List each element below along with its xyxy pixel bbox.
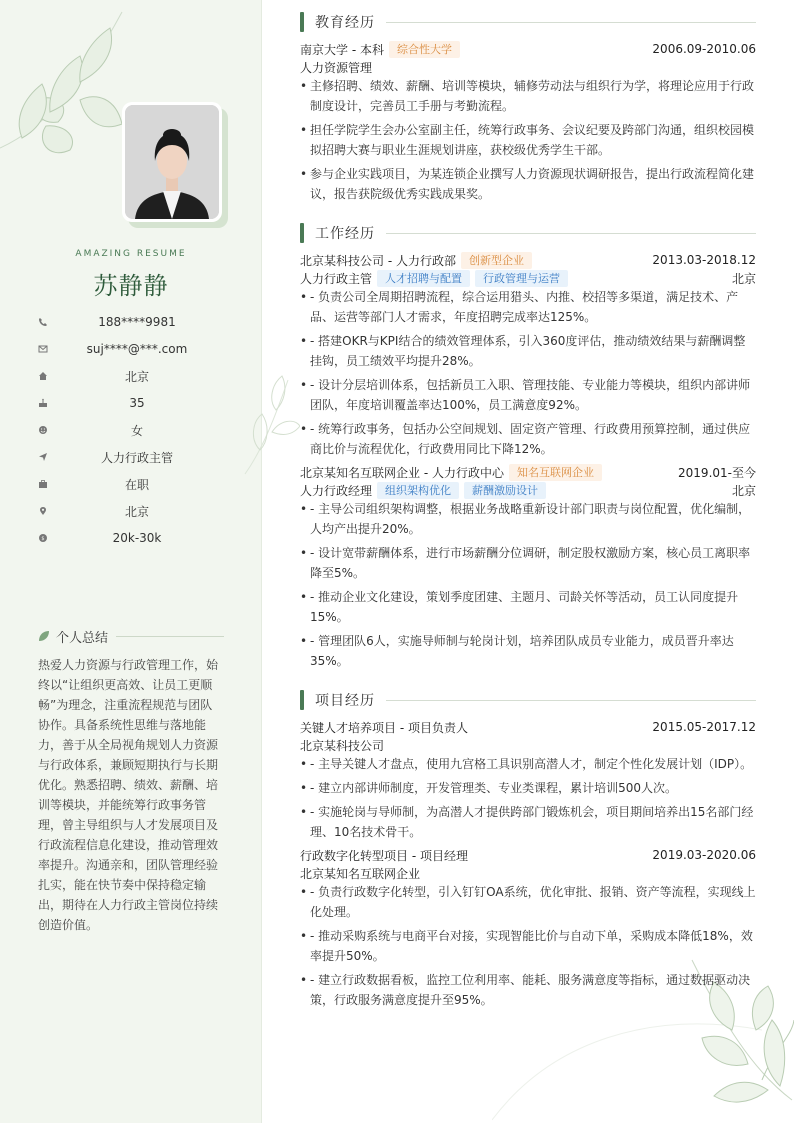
project-org: 北京某知名互联网企业 — [300, 866, 421, 881]
job-period: 2019.01-至今 — [678, 465, 756, 480]
education-header-row — [300, 40, 756, 58]
job-header-row — [300, 463, 756, 481]
mail-icon — [38, 344, 48, 354]
project-header-row — [300, 846, 756, 864]
job-city: 北京 — [731, 271, 756, 286]
job-company: 北京某科技公司 - 人力行政部 — [300, 253, 456, 268]
leaf-icon — [38, 630, 50, 642]
education-period: 2006.09-2010.06 — [652, 42, 756, 56]
job-role-row — [300, 269, 756, 287]
summary-title: 个人总结 — [56, 630, 109, 646]
project-org-row — [300, 736, 756, 754]
job-bullet: • - 负责公司全周期招聘流程，综合运用猎头、内推、校招等多渠道，满足技术、产品、运营等部门人才需求，年度招聘完成率达125%。 — [300, 287, 756, 327]
briefcase-icon — [38, 479, 48, 489]
summary-text: 热爱人力资源与行政管理工作，始终以“让组织更高效、让员工更顺畅”为理念，注重流程规范与团队协作。具备系统性思维与落地能力，善于从全局视角规划人力资源与行政体系，兼顾短期执行与长期优化。熟悉招聘、绩效、薪酬、培训等模块，并能统筹行政事务管理，曾主导组织与人才发展项目及行政流程信息化建设，推动管理效率提升。沟通亲和，团队管理经验扎实，能在快节奏中保持稳定输出，期待在人力行政主管岗位持续创造价值。 — [38, 658, 219, 932]
company-badge: 知名互联网企业 — [509, 464, 602, 481]
project-org-row — [300, 864, 756, 882]
summary-heading — [38, 627, 224, 645]
contact-home — [38, 366, 226, 386]
job-bullet: • - 设计分层培训体系，包括新员工入职、管理技能、专业能力等模块，组织内部讲师团队，年度培训覆盖率达100%，员工满意度92%。 — [300, 375, 756, 415]
contact-value: 188****9981 — [98, 315, 176, 329]
contact-value: 人力行政主管 — [100, 450, 173, 465]
section-title: 工作经历 — [315, 226, 375, 242]
projects-heading — [300, 690, 756, 710]
section-title: 教育经历 — [315, 15, 375, 31]
contact-value: 在职 — [124, 477, 149, 492]
contact-value: 北京 — [124, 504, 149, 519]
project-bullet: • - 建立行政数据看板，监控工位利用率、能耗、服务满意度等指标，通过数据驱动决策，行政服务满意度提升至95%。 — [300, 970, 756, 1010]
project-name: 关键人才培养项目 - 项目负责人 — [300, 720, 468, 735]
job-bullet: • - 管理团队6人，实施导师制与轮岗计划，培养团队成员专业能力，成员晋升率达35%。 — [300, 631, 756, 671]
coin-icon — [38, 533, 48, 543]
job-bullet: • - 搭建OKR与KPI结合的绩效管理体系，引入360度评估，推动绩效结果与薪酬调整挂钩，员工绩效平均提升28%。 — [300, 331, 756, 371]
job-bullet: • - 主导公司组织架构调整，根据业务战略重新设计部门职责与岗位配置，优化编制，人均产出提升20%。 — [300, 499, 756, 539]
section-title: 项目经历 — [315, 693, 375, 709]
contact-position — [38, 447, 226, 467]
job-city: 北京 — [731, 483, 756, 498]
job-tag: 行政管理与运营 — [475, 270, 568, 287]
project-name: 行政数字化转型项目 - 项目经理 — [300, 848, 468, 863]
education-bullet: • 参与企业实践项目，为某连锁企业撰写人力资源现状调研报告，提出行政流程简化建议，报告获院级优秀实践成果奖。 — [300, 164, 756, 204]
resume-tagline: AMAZING RESUME — [75, 249, 187, 259]
send-icon — [38, 452, 48, 462]
education-bullet: • 主修招聘、绩效、薪酬、培训等模块，辅修劳动法与组织行为学，将理论应用于行政制度设计，完善员工手册与考勤流程。 — [300, 76, 756, 116]
sidebar — [0, 0, 262, 1123]
portrait-icon — [125, 105, 219, 219]
cake-icon — [38, 398, 48, 408]
svg-text:$: $ — [41, 536, 45, 542]
job-bullet: • - 推动企业文化建设，策划季度团建、主题月、司龄关怀等活动，员工认同度提升15%。 — [300, 587, 756, 627]
job-tag: 人才招聘与配置 — [377, 270, 470, 287]
education-major: 人力资源管理 — [300, 60, 373, 75]
project-bullet: • - 推动采购系统与电商平台对接，实现智能比价与自动下单，采购成本降低18%，效率提升50%。 — [300, 926, 756, 966]
phone-icon — [38, 317, 48, 327]
job-header-row — [300, 251, 756, 269]
project-header-row — [300, 718, 756, 736]
job-tag: 薪酬激励设计 — [464, 482, 546, 499]
job-role-row — [300, 481, 756, 499]
home-icon — [38, 371, 48, 381]
education-heading — [300, 12, 756, 32]
contact-value: 20k-30k — [112, 531, 162, 545]
job-role: 人力行政经理 — [300, 483, 373, 498]
contact-salary — [38, 528, 226, 548]
contact-age — [38, 393, 226, 413]
job-role: 人力行政主管 — [300, 271, 373, 286]
school-badge: 综合性大学 — [389, 41, 460, 58]
job-company: 北京某知名互联网企业 - 人力行政中心 — [300, 465, 504, 480]
project-bullet: • - 实施轮岗与导师制，为高潜人才提供跨部门锻炼机会，项目期间培养出15名部门经理、10名技术骨干。 — [300, 802, 756, 842]
location-icon — [38, 506, 48, 516]
contact-location — [38, 501, 226, 521]
project-bullet: • - 建立内部讲师制度，开发管理类、专业类课程，累计培训500人次。 — [300, 778, 756, 798]
job-tag: 组织架构优化 — [377, 482, 459, 499]
project-bullet: • - 负责行政数字化转型，引入钉钉OA系统，优化审批、报销、资产等流程，实现线上化处理。 — [300, 882, 756, 922]
work-heading — [300, 223, 756, 243]
leaf-decoration-icon — [0, 0, 140, 170]
job-period: 2013.03-2018.12 — [652, 253, 756, 267]
project-bullet: • - 主导关键人才盘点，使用九宫格工具识别高潜人才，制定个性化发展计划（IDP）。 — [300, 754, 756, 774]
project-period: 2019.03-2020.06 — [652, 848, 756, 862]
contact-phone — [38, 312, 226, 332]
contact-email — [38, 339, 226, 359]
main-content — [262, 0, 794, 1123]
job-bullet: • - 设计宽带薪酬体系，进行市场薪酬分位调研，制定股权激励方案，核心员工离职率降至5%。 — [300, 543, 756, 583]
education-bullet: • 担任学院学生会办公室副主任，统筹行政事务、会议纪要及跨部门沟通，组织校园模拟招聘大赛与职业生涯规划讲座，获校级优秀学生干部。 — [300, 120, 756, 160]
contact-value: 35 — [129, 396, 145, 410]
education-major-row — [300, 58, 756, 76]
avatar — [122, 102, 222, 222]
contact-status — [38, 474, 226, 494]
person-name: 苏静静 — [93, 272, 169, 300]
contact-value: 北京 — [124, 369, 149, 384]
face-icon — [38, 425, 48, 435]
company-badge: 创新型企业 — [461, 252, 532, 269]
contact-value: suj****@***.com — [86, 342, 188, 356]
contact-value: 女 — [130, 423, 143, 438]
project-period: 2015.05-2017.12 — [652, 720, 756, 734]
contact-gender — [38, 420, 226, 440]
project-org: 北京某科技公司 — [300, 738, 385, 753]
school-name: 南京大学 - 本科 — [300, 42, 384, 57]
job-bullet: • - 统筹行政事务，包括办公空间规划、固定资产管理、行政费用预算控制，通过供应商比价与流程优化，行政费用同比下降12%。 — [300, 419, 756, 459]
